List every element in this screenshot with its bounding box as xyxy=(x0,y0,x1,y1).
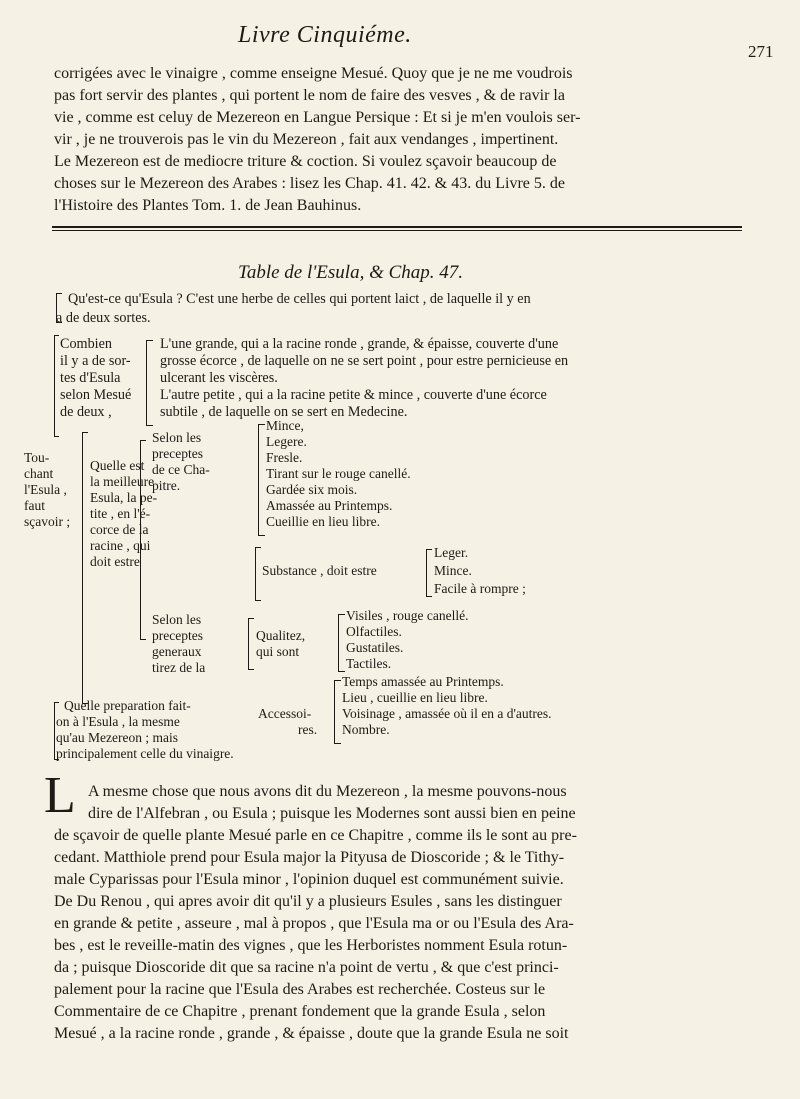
question-line: Qu'est-ce qu'Esula ? C'est une herbe de celles qui portent laict , de laquelle il y en xyxy=(68,291,531,307)
intro-line: choses sur le Mezereon des Arabes : lisez les Chap. 41. 42. & 43. du Livre 5. de xyxy=(54,175,565,192)
section-rule xyxy=(52,230,742,231)
body-line: da ; puisque Dioscoride dit que sa racine n'a point de vertu , & que c'est princi- xyxy=(54,959,559,976)
brace xyxy=(82,432,88,704)
body-line: Mesué , a la racine ronde , grande , & épaisse , doute que la grande Esula ne soit xyxy=(54,1025,569,1042)
table-heading: Table de l'Esula, & Chap. 47. xyxy=(238,262,464,283)
body-line: A mesme chose que nous avons dit du Mezereon , la mesme pouvons-nous xyxy=(88,783,567,800)
accessoires-item: Nombre. xyxy=(342,722,390,737)
running-title: Livre Cinquiéme. xyxy=(238,22,412,48)
body-line: bes , est le reveille-matin des vignes , que les Herboristes nomment Esula rotun- xyxy=(54,937,568,954)
chapitre-line: Selon les xyxy=(152,430,202,445)
page-number: 271 xyxy=(748,42,774,61)
qualitez-item: Gustatiles. xyxy=(346,640,404,655)
accessoires-item: Voisinage , amassée où il en a d'autres. xyxy=(342,706,552,721)
brace xyxy=(334,680,341,744)
quelle-line: racine , qui xyxy=(90,538,151,553)
chapitre-item: Fresle. xyxy=(266,450,303,465)
generaux-line: Selon les xyxy=(152,612,202,627)
substance-item: Facile à rompre ; xyxy=(434,581,526,596)
brace xyxy=(140,440,146,640)
substance-item: Leger. xyxy=(434,545,469,560)
intro-line: pas fort servir des plantes , qui portent le nom de faire des vesves , & de ravir la xyxy=(54,87,565,104)
brace xyxy=(338,614,345,672)
brace xyxy=(255,547,261,601)
qualitez-label: Qualitez, xyxy=(256,628,306,643)
touchant-line: faut xyxy=(24,498,45,513)
chapitre-item: Mince, xyxy=(266,418,304,433)
accessoires-item: Lieu , cueillie en lieu libre. xyxy=(342,690,488,705)
intro-line: Le Mezereon est de mediocre triture & coction. Si voulez sçavoir beaucoup de xyxy=(54,153,557,170)
body-line: en grande & petite , asseure , mal à propos , que l'Esula ma or ou l'Esula des Ara- xyxy=(54,915,574,932)
combien-line: il y a de sor- xyxy=(60,353,131,369)
generaux-line: preceptes xyxy=(152,628,203,643)
touchant-line: Tou- xyxy=(24,450,50,465)
qualitez-item: Tactiles. xyxy=(346,656,392,671)
sort-line: subtile , de laquelle on se sert en Medecine. xyxy=(160,404,408,420)
accessoires-label: Accessoi- xyxy=(258,706,312,721)
chapitre-line: preceptes xyxy=(152,446,203,461)
combien-line: Combien xyxy=(60,336,113,352)
chapitre-item: Legere. xyxy=(266,434,307,449)
generaux-line: generaux xyxy=(152,644,202,659)
body-line: Commentaire de ce Chapitre , prenant fondement que la grande Esula , selon xyxy=(54,1003,546,1020)
preparation-line: qu'au Mezereon ; mais xyxy=(56,730,179,745)
intro-line: l'Histoire des Plantes Tom. 1. de Jean Bauhinus. xyxy=(54,197,362,214)
quelle-line: tite , en l'é- xyxy=(90,506,151,521)
combien-line: tes d'Esula xyxy=(60,370,121,386)
body-line: de sçavoir de quelle plante Mesué parle en ce Chapitre , comme ils le sont au pre- xyxy=(54,827,577,844)
body-line: male Cyparissas pour l'Esula minor , l'opinion duquel est communément suivie. xyxy=(54,871,564,888)
qualitez-label: qui sont xyxy=(256,644,300,659)
quelle-line: Quelle est xyxy=(90,458,145,473)
body-line: De Du Renou , qui apres avoir dit qu'il y a plusieurs Esules , sans les distinguer xyxy=(54,893,562,910)
substance-item: Mince. xyxy=(434,563,472,578)
chapitre-item: Cueillie en lieu libre. xyxy=(266,514,380,529)
combien-line: selon Mesué xyxy=(60,387,132,403)
generaux-line: tirez de la xyxy=(152,660,206,675)
qualitez-item: Visiles , rouge canellé. xyxy=(346,608,469,623)
body-line: cedant. Matthiole prend pour Esula major la Pityusa de Dioscoride ; & le Tithy- xyxy=(54,849,565,866)
intro-line: vie , comme est celuy de Mezereon en Langue Persique : Et si je m'en voulois ser- xyxy=(54,109,581,126)
sort-line: grosse écorce , de laquelle on ne se sert point , pour estre pernicieuse en xyxy=(160,353,569,369)
preparation-line: principalement celle du vinaigre. xyxy=(56,746,234,761)
accessoires-label: res. xyxy=(298,722,318,737)
body-line: palement pour la racine que l'Esula des Arabes est recherchée. Costeus sur le xyxy=(54,981,546,998)
brace xyxy=(258,424,265,536)
chapitre-item: Amassée au Printemps. xyxy=(266,498,393,513)
touchant-line: l'Esula , xyxy=(24,482,67,497)
body-line: dire de l'Alfebran , ou Esula ; puisque les Modernes sont aussi bien en peine xyxy=(88,805,576,822)
sort-line: L'autre petite , qui a la racine petite & mince , couverte d'une écorce xyxy=(160,387,547,403)
touchant-line: chant xyxy=(24,466,54,481)
substance-label: Substance , doit estre xyxy=(262,563,377,578)
brace xyxy=(146,340,153,426)
accessoires-item: Temps amassée au Printemps. xyxy=(342,674,504,689)
qualitez-item: Olfactiles. xyxy=(346,624,402,639)
quelle-line: Esula, la pe- xyxy=(90,490,158,505)
intro-line: corrigées avec le vinaigre , comme enseigne Mesué. Quoy que je ne me voudrois xyxy=(54,65,573,82)
sort-line: L'une grande, qui a la racine ronde , grande, & épaisse, couverte d'une xyxy=(160,336,559,352)
brace xyxy=(248,618,254,670)
drop-cap: L xyxy=(44,767,76,824)
section-rule xyxy=(52,226,742,228)
chapitre-line: pitre. xyxy=(152,478,181,493)
chapitre-item: Gardée six mois. xyxy=(266,482,358,497)
brace xyxy=(426,549,432,597)
sort-line: ulcerant les viscères. xyxy=(160,370,278,386)
preparation-line: on à l'Esula , la mesme xyxy=(56,714,180,729)
question-line: a de deux sortes. xyxy=(56,310,151,326)
quelle-line: doit estre xyxy=(90,554,140,569)
quelle-line: la meilleure xyxy=(90,474,155,489)
touchant-line: sçavoir ; xyxy=(24,514,71,529)
chapitre-item: Tirant sur le rouge canellé. xyxy=(266,466,411,481)
quelle-line: corce de la xyxy=(90,522,149,537)
preparation-line: Quelle preparation fait- xyxy=(64,698,191,713)
brace xyxy=(54,335,59,437)
intro-line: vir , je ne trouverois pas le vin du Mezereon , fait aux vendanges , impertinent. xyxy=(54,131,559,148)
combien-line: de deux , xyxy=(60,404,112,420)
chapitre-line: de ce Cha- xyxy=(152,462,210,477)
